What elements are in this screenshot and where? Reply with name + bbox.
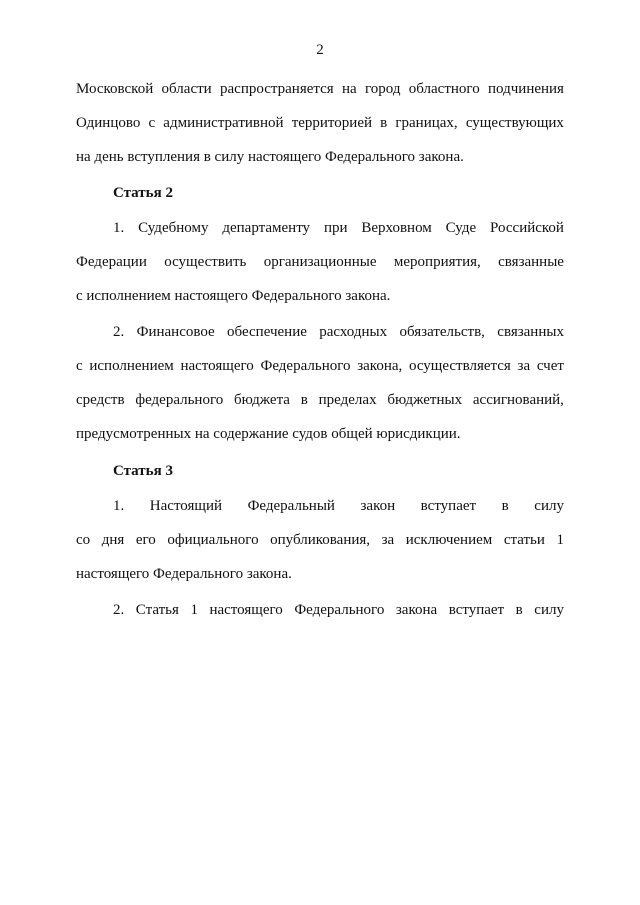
word: с	[148, 115, 156, 131]
word: Финансовое	[136, 324, 215, 340]
word: 1	[190, 602, 198, 618]
word: Российской	[490, 220, 564, 236]
word: закон	[360, 498, 396, 514]
text-line: предусмотренных на содержание судов общей юрисдикции.	[76, 426, 461, 442]
word: дня	[101, 532, 125, 548]
word: настоящего	[209, 602, 283, 618]
word: Верховном	[361, 220, 432, 236]
text-line	[76, 523, 564, 557]
word: Настоящий	[149, 498, 223, 514]
text-line	[76, 315, 564, 349]
word: Суде	[445, 220, 477, 236]
word: ассигнований,	[472, 392, 564, 408]
word: при	[323, 220, 348, 236]
text-line	[76, 593, 564, 627]
word: исключением	[405, 532, 493, 548]
word: административной	[163, 115, 284, 131]
word: департаменту	[222, 220, 311, 236]
word: город	[364, 81, 401, 97]
text-line: с исполнением настоящего Федерального закона.	[76, 288, 391, 304]
word: Федеральный	[247, 498, 335, 514]
word: 2.	[113, 324, 125, 340]
word: на	[341, 81, 357, 97]
word: 2.	[113, 602, 125, 618]
text-line	[76, 72, 564, 106]
word: области	[161, 81, 212, 97]
word: в	[380, 115, 388, 131]
article-heading: Статья 3	[113, 463, 173, 479]
word: за	[381, 532, 395, 548]
word: опубликования,	[270, 532, 371, 548]
word: за	[517, 358, 531, 374]
word: 1	[556, 532, 564, 548]
text-line	[76, 489, 564, 523]
word: со	[76, 532, 91, 548]
word: Судебному	[138, 220, 209, 236]
text-line: на день вступления в силу настоящего Федерального закона.	[76, 149, 464, 165]
word: мероприятия,	[393, 254, 481, 270]
article-3-paragraph-2	[76, 593, 564, 627]
word: счет	[536, 358, 564, 374]
word: бюджетных	[387, 392, 463, 408]
word: в	[515, 602, 523, 618]
word: Одинцово	[76, 115, 141, 131]
text-line	[76, 383, 564, 417]
text-line: настоящего Федерального закона.	[76, 566, 292, 582]
word: федерального	[135, 392, 224, 408]
paragraph-intro	[76, 72, 564, 174]
word: расходных	[319, 324, 388, 340]
word: исполнением	[89, 358, 174, 374]
word: настоящего	[180, 358, 254, 374]
word: распространяется	[220, 81, 334, 97]
word: в	[300, 392, 308, 408]
word: Статья	[135, 602, 179, 618]
article-2-paragraph-2	[76, 315, 564, 451]
article-heading: Статья 2	[113, 185, 173, 201]
word: обеспечение	[227, 324, 307, 340]
text-line	[76, 211, 564, 245]
word: организационные	[263, 254, 377, 270]
word: пределах	[318, 392, 377, 408]
word: подчинения	[488, 81, 564, 97]
word: закона,	[357, 358, 403, 374]
word: силу	[534, 498, 564, 514]
article-3	[76, 454, 564, 488]
word: его	[135, 532, 156, 548]
word: Федерального	[294, 602, 385, 618]
word: силу	[534, 602, 564, 618]
word: областного	[408, 81, 480, 97]
word: 1.	[113, 498, 125, 514]
word: Федерального	[260, 358, 351, 374]
word: осуществляется	[408, 358, 511, 374]
word: вступает	[420, 498, 477, 514]
word: 1.	[113, 220, 125, 236]
word: осуществить	[164, 254, 247, 270]
word: границах,	[395, 115, 458, 131]
word: закона	[395, 602, 438, 618]
word: с	[76, 358, 83, 374]
word: связанные	[498, 254, 564, 270]
text-line	[76, 245, 564, 279]
article-2-paragraph-1	[76, 211, 564, 313]
word: средств	[76, 392, 125, 408]
word: статьи	[503, 532, 545, 548]
word: территорией	[291, 115, 372, 131]
word: официального	[167, 532, 259, 548]
word: Федерации	[76, 254, 147, 270]
article-2	[76, 176, 564, 210]
word: обязательств,	[399, 324, 485, 340]
word: бюджета	[234, 392, 290, 408]
word: Московской	[76, 81, 154, 97]
article-3-paragraph-1	[76, 489, 564, 591]
word: связанных	[497, 324, 564, 340]
page-number: 2	[316, 42, 324, 58]
text-line	[76, 106, 564, 140]
text-line	[76, 349, 564, 383]
word: в	[501, 498, 509, 514]
word: существующих	[465, 115, 564, 131]
word: вступает	[448, 602, 505, 618]
